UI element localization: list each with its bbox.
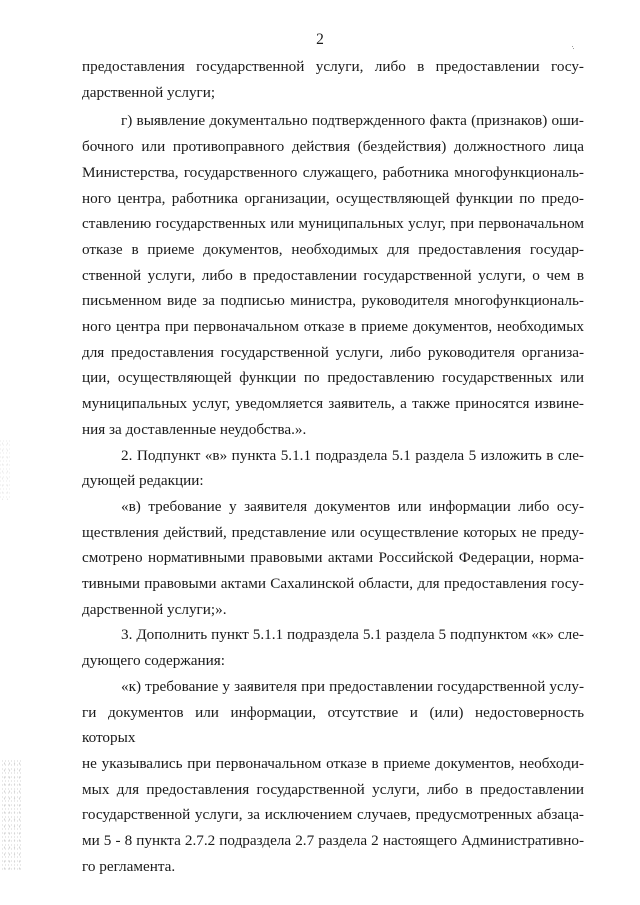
text-line: ставлению государственных или муниципальных услуг, при первоначальном (82, 215, 584, 233)
text-line: дарственной услуги;». (82, 600, 227, 618)
scan-artifact (572, 46, 573, 47)
page-number: 2 (316, 31, 324, 48)
text-line: тивными правовыми актами Сахалинской области, для предоставления госу- (82, 575, 584, 593)
text-line: муниципальных услуг, уведомляется заявитель, а также приносятся извине- (82, 395, 584, 413)
text-line: ственной услуги, либо в предоставлении государственной услуги, о чем в (82, 266, 584, 284)
text-line: письменном виде за подписью министра, руководителя многофункциональ- (82, 292, 584, 310)
text-line: дующей редакции: (82, 472, 204, 490)
text-line: ного центра при первоначальном отказе в приеме документов, необходимых (82, 318, 584, 336)
text-line: дующего содержания: (82, 652, 225, 670)
text-line: ния за доставленные неудобства.». (82, 420, 307, 438)
text-line: «в) требование у заявителя документов или информации либо осу- (121, 497, 584, 515)
text-line: смотрено нормативными правовыми актами Российской Федерации, норма- (82, 549, 584, 567)
text-line: мых для предоставления государственной услуги, либо в предоставлении (82, 780, 584, 798)
text-line: предоставления государственной услуги, либо в предоставлении госу- (82, 58, 584, 75)
text-line: ги документов или информации, отсутствие и (или) недостоверность которых (82, 703, 584, 747)
text-line: 2. Подпункт «в» пункта 5.1.1 подраздела 5.1 раздела 5 изложить в сле- (121, 446, 584, 464)
scan-artifact (2, 760, 22, 870)
text-line: государственной услуги, за исключением случаев, предусмотренных абзаца- (82, 806, 584, 824)
text-line: г) выявление документально подтвержденного факта (признаков) оши- (121, 112, 584, 130)
text-line: бочного или противоправного действия (бездействия) должностного лица (82, 138, 584, 156)
text-line: ции, осуществляющей функции по предоставлению государственных или (82, 369, 584, 387)
text-line: го регламента. (82, 857, 176, 875)
text-line: ного центра, работника организации, осуществляющей функции по предо- (82, 189, 584, 207)
text-line: для предоставления государственной услуги, либо руководителя организа- (82, 343, 584, 361)
text-line: «к) требование у заявителя при предоставлении государственной услу- (121, 677, 584, 695)
scan-artifact (0, 440, 10, 500)
text-line: 3. Дополнить пункт 5.1.1 подраздела 5.1 раздела 5 подпунктом «к» сле- (121, 626, 584, 644)
scan-artifact (573, 48, 574, 49)
text-line: дарственной услуги; (82, 83, 216, 101)
text-line: ми 5 - 8 пункта 2.7.2 подраздела 2.7 раздела 2 настоящего Административно- (82, 832, 584, 850)
text-line: не указывались при первоначальном отказе в приеме документов, необходи- (82, 754, 584, 772)
text-line: Министерства, государственного служащего, работника многофункциональ- (82, 163, 584, 181)
document-body (82, 54, 584, 880)
text-line: отказе в приеме документов, необходимых для предоставления государ- (82, 240, 584, 258)
text-line: ществления действий, представление или осуществление которых не преду- (82, 523, 584, 541)
